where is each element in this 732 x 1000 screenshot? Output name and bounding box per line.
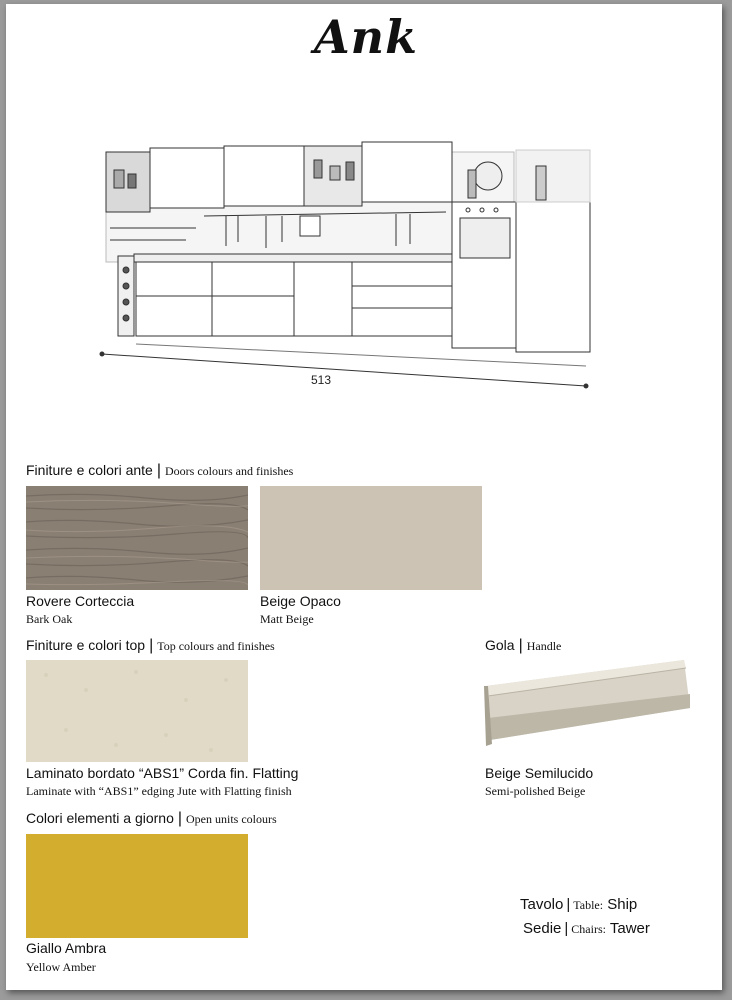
- handle-heading: [485, 637, 561, 655]
- chairs-info: [523, 920, 650, 937]
- doors-heading: [26, 462, 293, 480]
- page-title: Ank: [313, 10, 418, 64]
- handle-name: Beige Semilucido: [485, 765, 594, 781]
- heading-separator: |: [177, 810, 183, 827]
- open-units-heading-it: Colori elementi a giorno: [26, 810, 174, 826]
- heading-separator: |: [149, 637, 154, 654]
- top-name: Laminato bordato “ABS1” Corda fin. Flatting: [26, 765, 299, 781]
- doors-item-2-name: Beige Opaco: [260, 593, 341, 609]
- doors-item-1-name: Rovere Corteccia: [26, 593, 135, 609]
- top-heading-en: Top colours and finishes: [157, 639, 275, 653]
- top-heading-it: Finiture e colori top: [26, 637, 146, 653]
- table-info: [520, 896, 637, 913]
- doors-heading-it: Finiture e colori ante: [26, 462, 153, 478]
- heading-separator: |: [518, 637, 523, 654]
- handle-heading-it: Gola: [485, 637, 515, 653]
- table-label-it: Tavolo: [520, 896, 564, 913]
- heading-separator: |: [156, 462, 161, 479]
- open-units-name: Giallo Ambra: [26, 940, 107, 956]
- swatch-matt-beige: [260, 486, 482, 590]
- open-units-heading-en: Open units colours: [186, 812, 277, 826]
- width-dimension: 513: [311, 373, 332, 387]
- doors-item-2-sub: Matt Beige: [260, 612, 314, 626]
- table-label-en: Table:: [573, 898, 604, 912]
- swatch-jute-flatting: [26, 660, 248, 762]
- doors-heading-en: Doors colours and finishes: [165, 464, 294, 478]
- open-units-heading: [26, 810, 277, 828]
- handle-sub: Semi-polished Beige: [485, 784, 586, 798]
- chairs-label-en: Chairs:: [571, 922, 606, 936]
- top-sub: Laminate with “ABS1” edging Jute with Flatting finish: [26, 784, 292, 798]
- chairs-label-it: Sedie: [523, 920, 562, 937]
- doors-item-1-sub: Bark Oak: [26, 612, 73, 626]
- top-heading: [26, 637, 275, 655]
- info-separator: |: [564, 920, 569, 937]
- chairs-value: Tawer: [609, 920, 650, 937]
- handle-profile-image: [480, 656, 694, 752]
- swatch-bark-oak: [26, 486, 248, 590]
- open-units-sub: Yellow Amber: [26, 960, 96, 974]
- handle-heading-en: Handle: [526, 639, 562, 653]
- info-separator: |: [566, 896, 571, 913]
- swatch-yellow-amber: [26, 834, 248, 938]
- kitchen-drawing: [96, 130, 606, 400]
- table-value: Ship: [607, 896, 638, 913]
